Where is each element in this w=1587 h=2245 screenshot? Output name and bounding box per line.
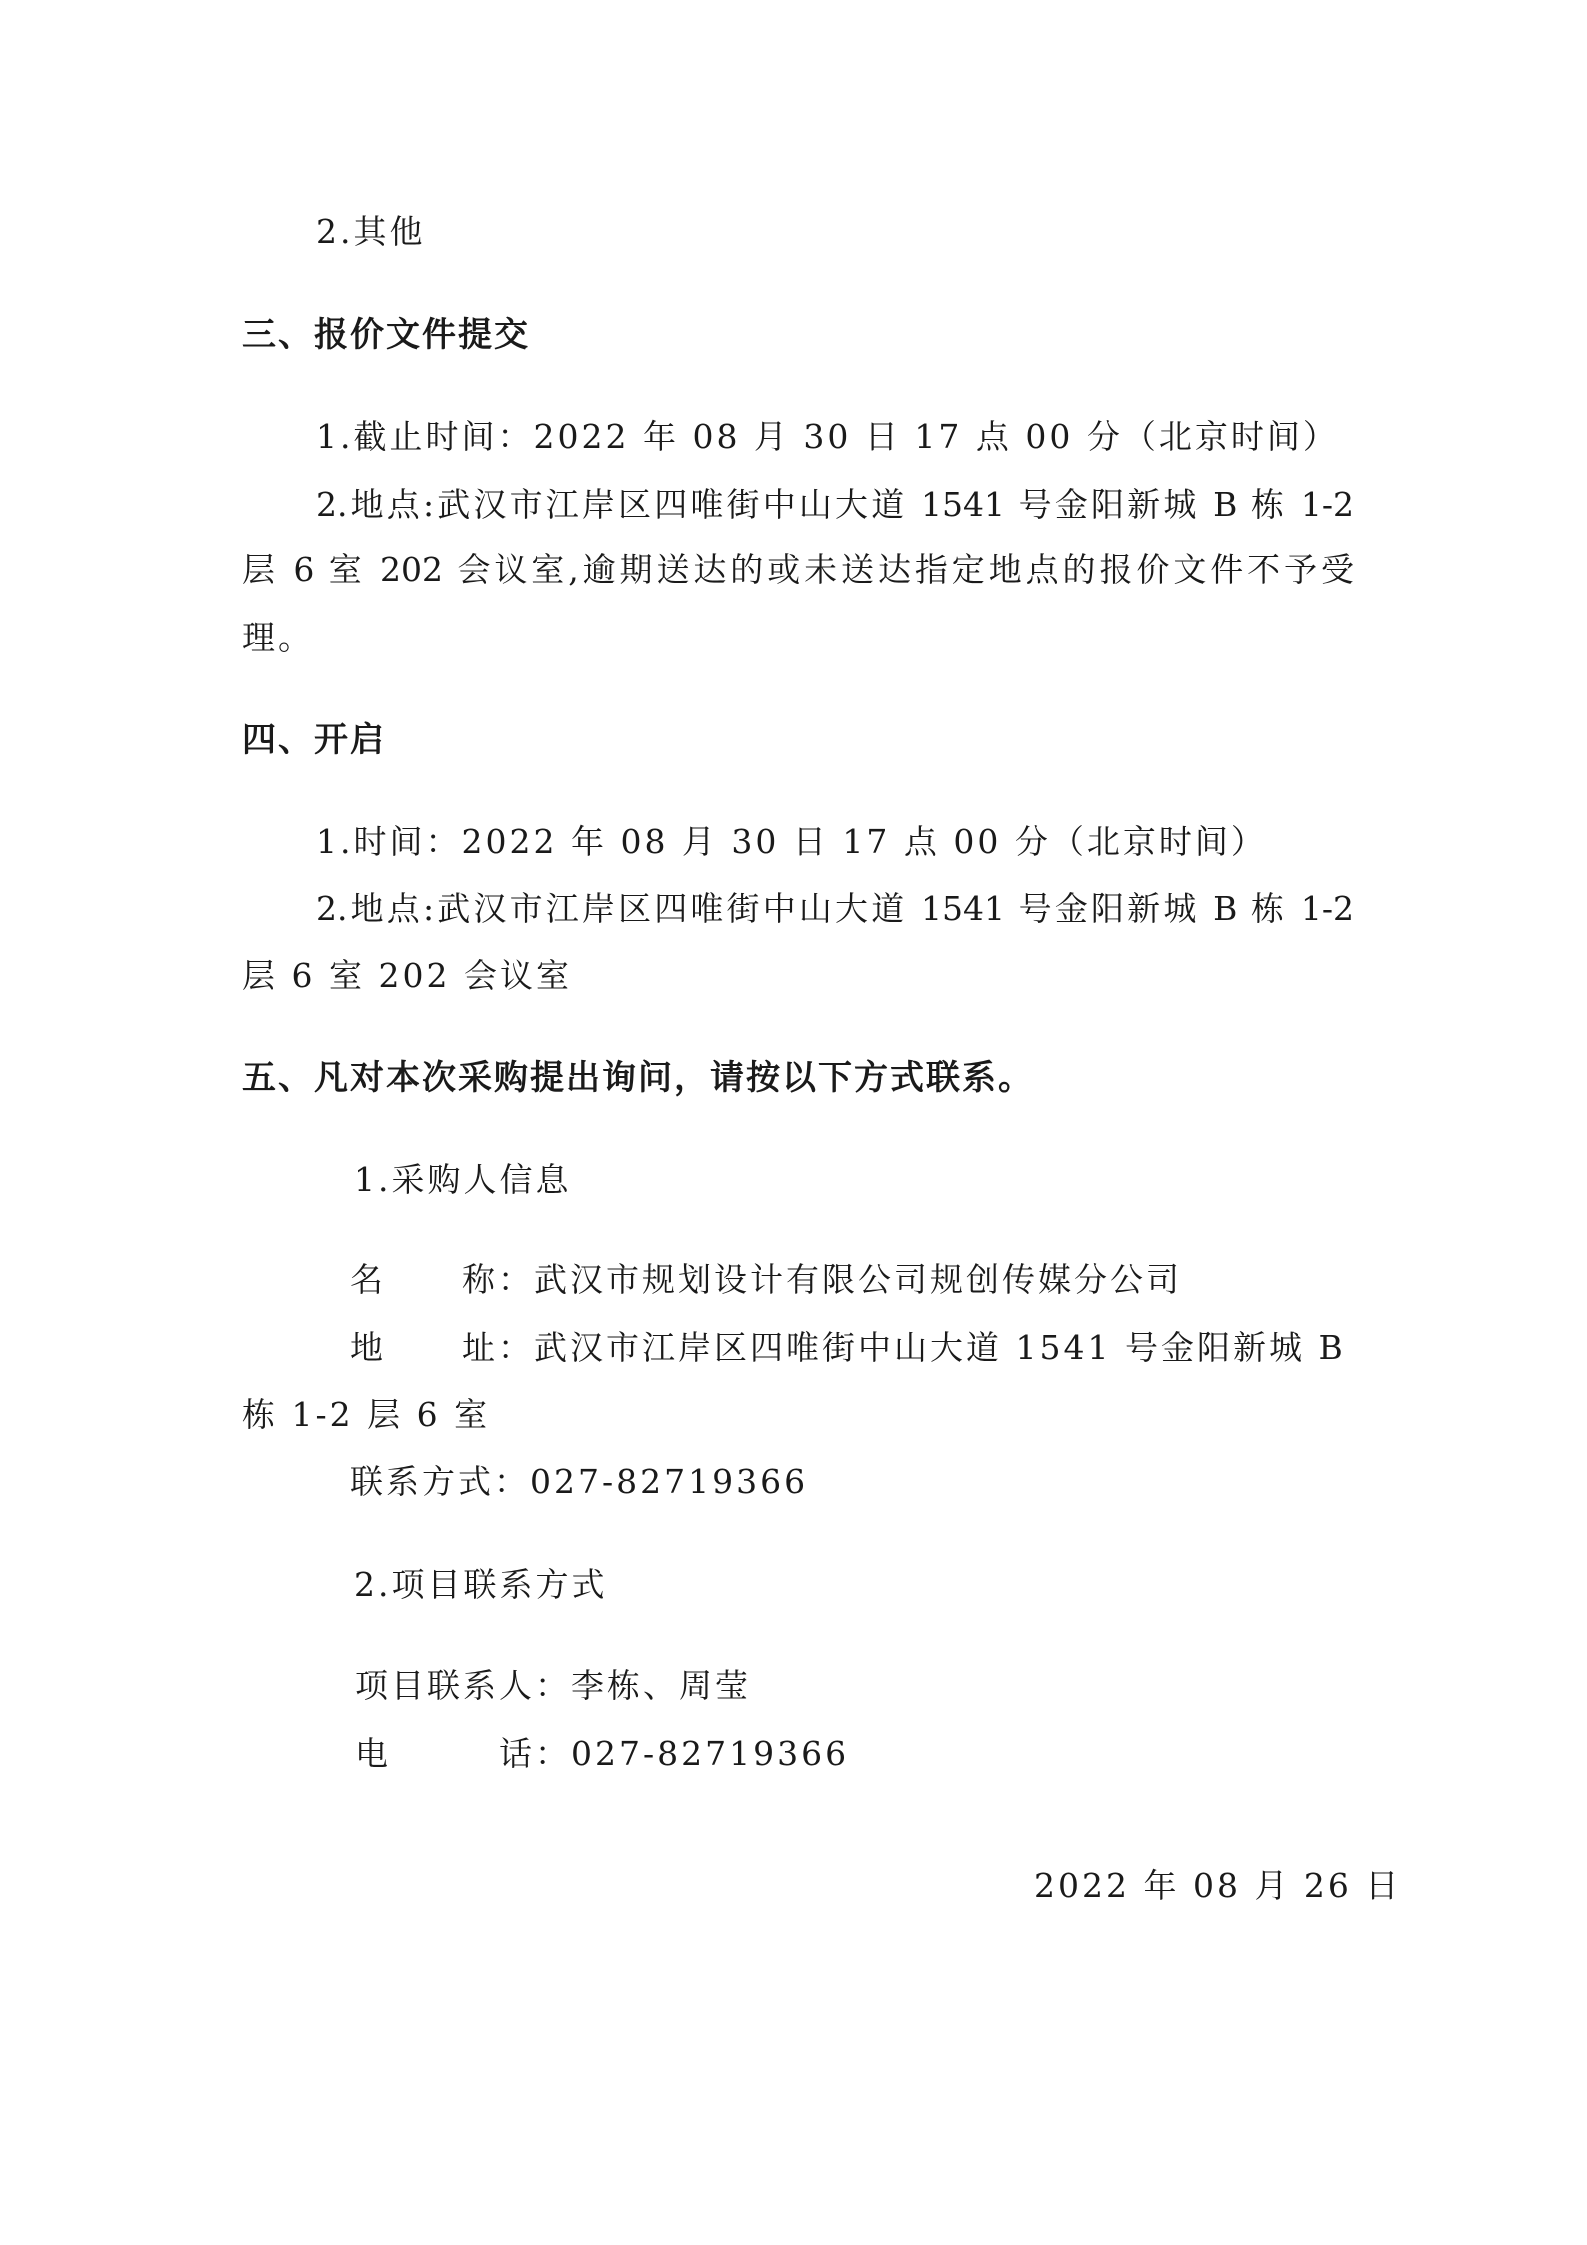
opening-location-line-2: 层 6 室 202 会议室 <box>242 956 572 995</box>
phone-label-char-2: 话： <box>499 1734 571 1773</box>
project-phone-row <box>355 1732 849 1776</box>
project-contact-person: 项目联系人：李栋、周莹 <box>355 1666 751 1705</box>
project-phone-value: 027-82719366 <box>571 1734 850 1773</box>
address-label-char-1: 地 <box>350 1328 386 1367</box>
submission-location-line-3: 理。 <box>242 618 314 657</box>
phone-label-char-1: 电 <box>355 1734 391 1773</box>
purchaser-address-value-line-1: 武汉市江岸区四唯街中山大道 1541 号金阳新城 B <box>534 1328 1346 1367</box>
opening-location-line-1: 2.地点:武汉市江岸区四唯街中山大道 1541 号金阳新城 B 栋 1-2 <box>316 889 1354 928</box>
purchaser-contact: 联系方式：027-82719366 <box>350 1462 809 1501</box>
document-date: 2022 年 08 月 26 日 <box>1034 1866 1402 1905</box>
section-4-heading: 四、开启 <box>242 720 386 760</box>
purchaser-address-value-line-2: 栋 1-2 层 6 室 <box>242 1395 491 1434</box>
purchaser-address-row <box>350 1326 1346 1370</box>
submission-location-line-2: 层 6 室 202 会议室,逾期送达的或未送达指定地点的报价文件不予受 <box>242 550 1354 589</box>
purchaser-info-title: 1.采购人信息 <box>354 1160 572 1199</box>
opening-time: 1.时间：2022 年 08 月 30 日 17 点 00 分（北京时间） <box>316 822 1267 861</box>
submission-location-line-1: 2.地点:武汉市江岸区四唯街中山大道 1541 号金阳新城 B 栋 1-2 <box>316 485 1354 524</box>
purchaser-name-row <box>350 1258 1182 1302</box>
name-label-char-2: 称： <box>462 1260 534 1299</box>
name-label-char-1: 名 <box>350 1260 386 1299</box>
section-3-heading: 三、报价文件提交 <box>242 315 530 355</box>
section-5-heading: 五、凡对本次采购提出询问，请按以下方式联系。 <box>242 1058 1034 1098</box>
project-contact-title: 2.项目联系方式 <box>354 1565 608 1604</box>
purchaser-name-value: 武汉市规划设计有限公司规创传媒分公司 <box>534 1260 1182 1299</box>
address-label-char-2: 址： <box>462 1328 534 1367</box>
item-other: 2.其他 <box>316 212 426 251</box>
submission-deadline: 1.截止时间：2022 年 08 月 30 日 17 点 00 分（北京时间） <box>316 417 1339 456</box>
